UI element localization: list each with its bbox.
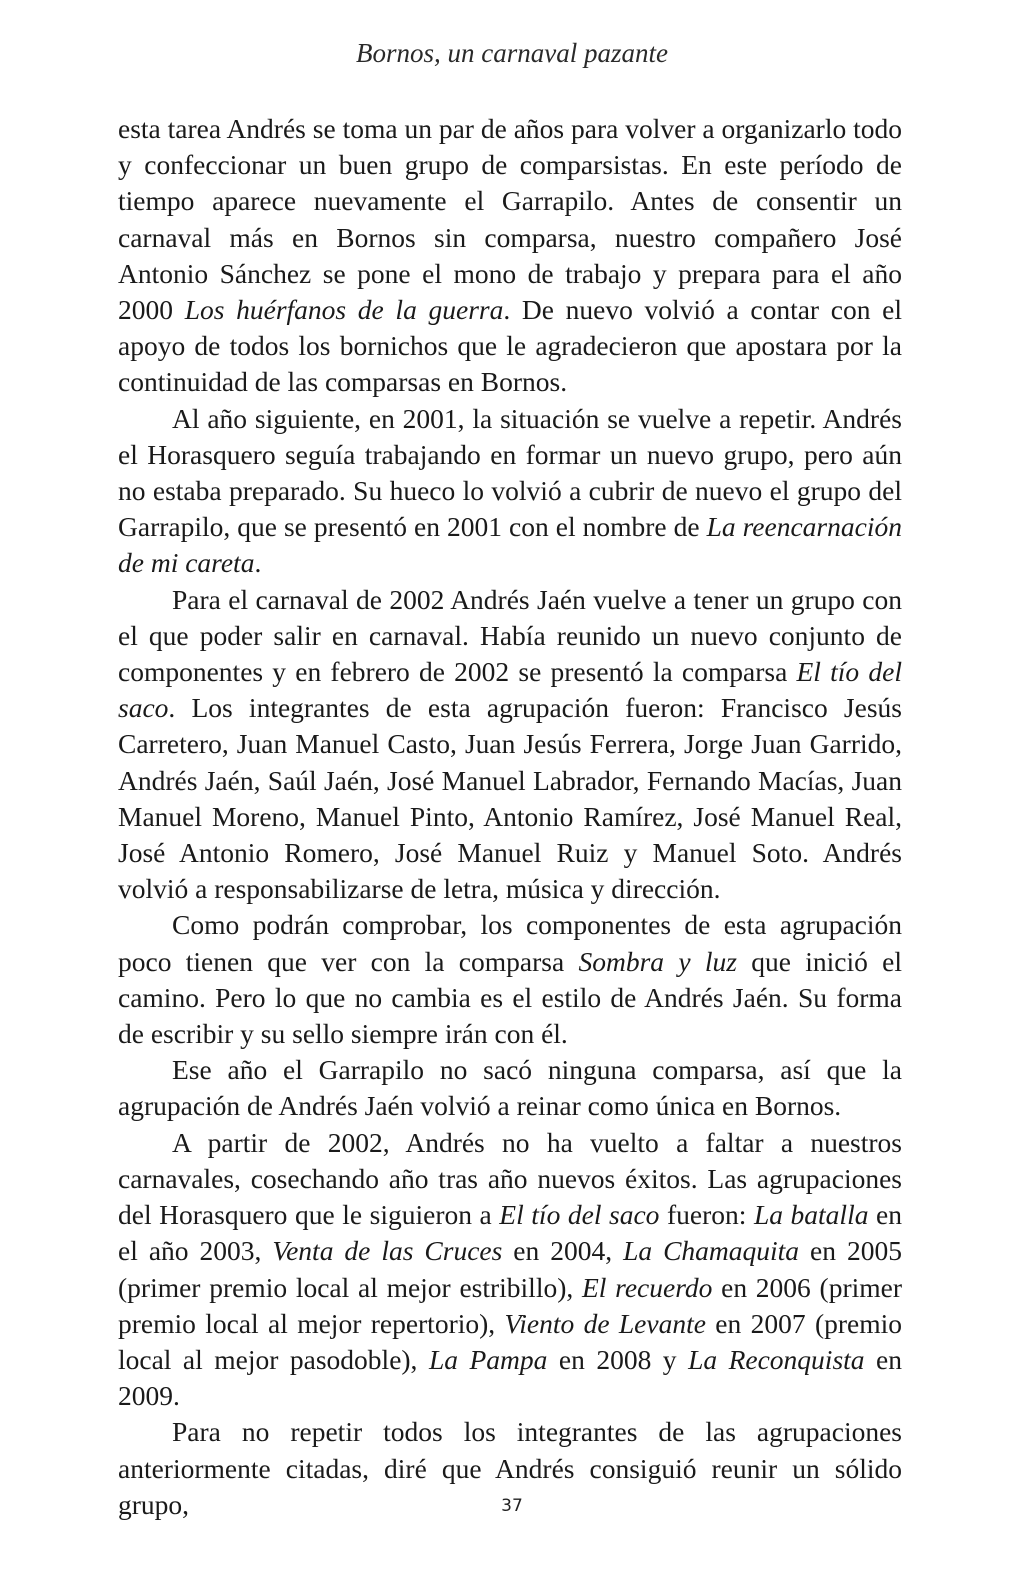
text-segment: en el año 2003, [118, 1199, 902, 1267]
text-segment: . De nuevo volvió a contar con el apoyo de todos los bornichos que le agradecieron que apostara por la continuidad de las comparsas en Bornos. [118, 294, 903, 398]
italic-title: El tío del saco [118, 656, 902, 724]
paragraph [118, 582, 902, 908]
paragraph [118, 1052, 902, 1124]
text-segment: esta tarea Andrés se toma un par de años para volver a organizarlo todo y confeccionar un buen grupo de comparsistas. En este período de tiempo aparece nuevamente el Garrapilo. Antes de consentir un carnaval más en Bornos sin comparsa, nuestro compañero José Antonio Sánchez se pone el mono de trabajo y prepara para el año 2000 [118, 113, 902, 326]
paragraph [118, 111, 902, 401]
text-segment: Ese año el Garrapilo no sacó ninguna comparsa, así que la agrupación de Andrés Jaén volvió a reinar como única en Bornos. [118, 1054, 902, 1122]
running-header: Bornos, un carnaval pazante [356, 38, 668, 68]
text-segment: en 2007 (premio local al mejor pasodoble), [118, 1307, 902, 1375]
text-segment: . [254, 547, 262, 579]
text-segment: Como podrán comprobar, los componentes de esta agrupación poco tienen que ver con la comparsa [118, 909, 902, 977]
text-segment: en 2004, [502, 1235, 624, 1267]
italic-title: La Reconquista [688, 1343, 865, 1375]
italic-title: El recuerdo [581, 1271, 713, 1303]
italic-title: La Chamaquita [623, 1235, 800, 1267]
italic-title: Los huérfanos de la guerra [184, 294, 504, 326]
body-text [118, 111, 902, 1523]
text-segment: fueron: [659, 1199, 754, 1231]
text-segment: . Los integrantes de esta agrupación fueron: Francisco Jesús Carretero, Juan Manuel Casto, Juan Jesús Ferrera, Jorge Juan Garrido, Andrés Jaén, Saúl Jaén, José Manuel Labrador, Fernando Macías, Juan Manuel Moreno, Manuel Pinto, Antonio Ramírez, José Manuel Real, José Antonio Romero, José Manuel Ruiz y Manuel Soto. Andrés volvió a responsabilizarse de letra, música y dirección. [118, 692, 902, 905]
page-number: 37 [501, 1496, 523, 1516]
text-segment: en 2006 (primer premio local al mejor repertorio), [118, 1271, 902, 1339]
text-segment: Para el carnaval de 2002 Andrés Jaén vuelve a tener un grupo con el que poder salir en carnaval. Había reunido un nuevo conjunto de componentes y en febrero de 2002 se presentó la comparsa [118, 583, 902, 688]
italic-title: Sombra y luz [578, 945, 737, 977]
text-segment: en 2005 (primer premio local al mejor estribillo), [118, 1235, 902, 1303]
italic-title: La reencarnación de mi careta [118, 511, 902, 579]
text-segment: que inició el camino. Pero lo que no cambia es el estilo de Andrés Jaén. Su forma de escribir y su sello siempre irán con él. [118, 945, 902, 1050]
paragraph [118, 907, 902, 1052]
text-segment: Al año siguiente, en 2001, la situación se vuelve a repetir. Andrés el Horasquero seguía trabajando en formar un nuevo grupo, pero aún no estaba preparado. Su hueco lo volvió a cubrir de nuevo el grupo del Garrapilo, que se presentó en 2001 con el nombre de [118, 402, 902, 543]
italic-title: La batalla [753, 1199, 869, 1231]
italic-title: Viento de Levante [504, 1307, 706, 1339]
paragraph [118, 401, 902, 582]
text-segment: Para no repetir todos los integrantes de las agrupaciones anteriormente citadas, diré que Andrés consiguió reunir un sólido grupo, [118, 1416, 902, 1520]
text-segment: en 2009. [118, 1343, 902, 1412]
text-segment: en 2008 y [547, 1343, 689, 1375]
text-segment: A partir de 2002, Andrés no ha vuelto a faltar a nuestros carnavales, cosechando año tras año nuevos éxitos. Las agrupaciones del Horasquero que le siguieron a [118, 1126, 902, 1231]
paragraph [118, 1125, 902, 1415]
italic-title: Venta de las Cruces [272, 1235, 503, 1267]
italic-title: La Pampa [428, 1343, 548, 1375]
italic-title: El tío del saco [499, 1199, 660, 1231]
